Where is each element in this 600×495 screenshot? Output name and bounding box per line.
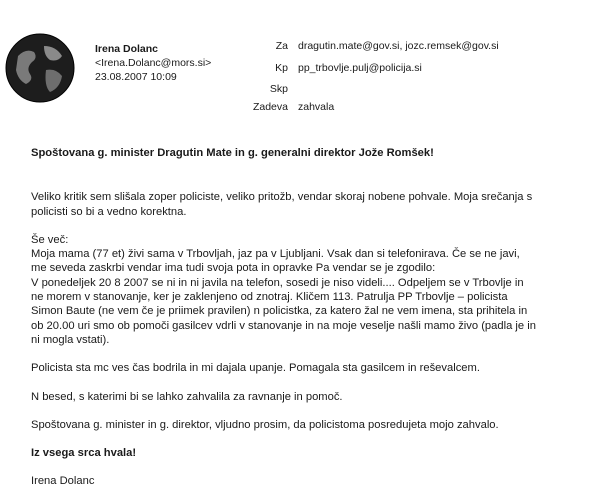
paragraph-line: policisti so bi a vedno korektna. <box>31 205 187 218</box>
bcc-label: Skp <box>269 83 288 95</box>
paragraph-line: Veliko kritik sem slišala zoper policiste, veliko pritožb, vendar skoraj nobene pohvale. Moja srečanja s <box>31 191 533 204</box>
paragraph-line: N besed, s katerimi bi se lahko zahvalila za ravnanje in pomoč. <box>31 390 343 403</box>
cc-field[interactable]: pp_trbovlje.pulj@policija.si <box>298 62 422 74</box>
subject-label: Zadeva <box>252 101 288 113</box>
sender-block <box>95 42 211 84</box>
paragraph-line: ni mogla vstati). <box>31 333 110 346</box>
paragraph-line: Moja mama (77 et) živi sama v Trbovljah, jaz pa v Ljubljani. Vsak dan si telefonirava. Če se ne javi, <box>31 248 520 261</box>
letter-body <box>31 146 591 489</box>
to-label: Za <box>275 40 288 52</box>
cc-label: Kp <box>275 62 288 74</box>
paragraph-line: Policista sta mc ves čas bodrila in mi dajala upanje. Pomagala sta gasilcem in reševalcem. <box>31 362 480 375</box>
sender-email[interactable]: <Irena.Dolanc@mors.si> <box>95 57 212 69</box>
paragraph-line: Še več: <box>31 233 69 246</box>
sender-name: Irena Dolanc <box>95 43 159 55</box>
signature: Irena Dolanc <box>31 475 95 488</box>
subject-field[interactable]: zahvala <box>298 101 335 113</box>
to-field[interactable]: dragutin.mate@gov.si, jozc.remsek@gov.si <box>298 40 499 52</box>
paragraph-line: ob 20.00 uri smo ob pomoči gasilcev vdrli v stanovanje in na moje veselje našli mamo živo (padla je in <box>31 319 536 332</box>
paragraph-line: ne morem v stanovanje, ker je zaklenjeno od znotraj. Kličem 113. Patrulja PP Trbovlje – policista <box>31 291 508 304</box>
sent-date: 23.08.2007 10:09 <box>95 71 177 83</box>
paragraph-line: Simon Baute (ne vem če je priimek pravilen) n policistka, za katero žal ne vem imena, sta prihitela in <box>31 305 528 318</box>
salutation: Spoštovana g. minister Dragutin Mate in g. generalni direktor Jože Romšek! <box>31 147 434 159</box>
closing: Iz vsega srca hvala! <box>31 447 137 460</box>
globe-logo-icon <box>4 32 76 104</box>
paragraph-line: V ponedeljek 20 8 2007 se ni in ni javila na telefon, sosedi je niso videli.... Odpeljem se v Trbovlje in <box>31 276 524 289</box>
paragraph-line: Spoštovana g. minister in g. direktor, vljudno prosim, da policistoma posredujeta mojo zahvalo. <box>31 418 499 431</box>
paragraph-line: me seveda zaskrbi vendar ima tudi svoja pota in opravke Pa vendar se je zgodilo: <box>31 262 436 275</box>
